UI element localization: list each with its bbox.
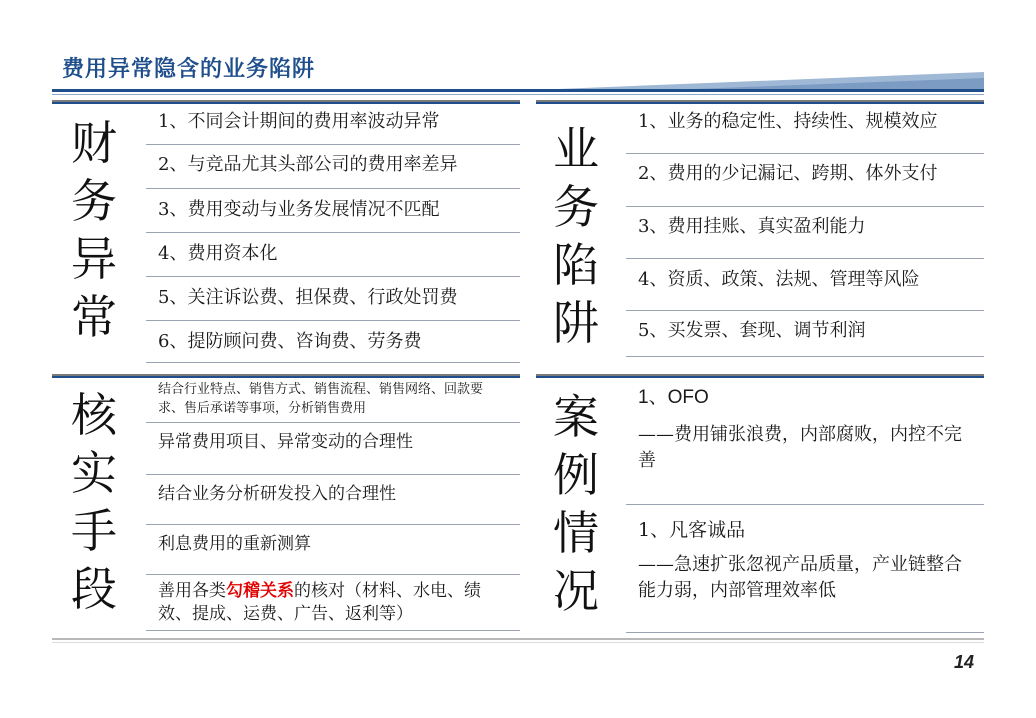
case-title: 1、凡客诚品 — [638, 519, 746, 541]
quadrant-financial-anomalies — [52, 100, 520, 362]
quadrant-label: 案 例 情 况 — [553, 390, 599, 618]
case-description: ——费用铺张浪费，内部腐败，内控不完善 — [638, 424, 962, 471]
row-divider — [146, 276, 520, 277]
list-item: 利息费用的重新测算 — [158, 534, 311, 554]
list-item: 2、与竞品尤其头部公司的费用率差异 — [158, 154, 458, 175]
list-item: 善用各类勾稽关系的核对（材料、水电、绩效、提成、运费、广告、返利等） — [158, 581, 481, 624]
list-item: 6、提防顾问费、咨询费、劳务费 — [158, 331, 422, 352]
row-divider — [146, 630, 520, 631]
item-list — [146, 374, 520, 632]
case-title: 1、OFO — [638, 387, 709, 408]
list-item: 3、费用变动与业务发展情况不匹配 — [158, 199, 440, 220]
list-item: 4、资质、政策、法规、管理等风险 — [638, 269, 920, 290]
list-item: 结合行业特点、销售方式、销售流程、销售网络、回款要求、售后承诺等事项，分析销售费用 — [158, 382, 484, 416]
page-title: 费用异常隐含的业务陷阱 — [62, 57, 316, 82]
list-item: 5、关注诉讼费、担保费、行政处罚费 — [158, 287, 458, 308]
quadrant-label: 财 务 异 常 — [71, 116, 117, 344]
title-banner — [52, 72, 984, 98]
quadrant-label: 核 实 手 段 — [71, 388, 117, 616]
row-divider — [146, 474, 520, 475]
row-divider — [146, 188, 520, 189]
row-divider — [626, 206, 984, 207]
list-item: 异常费用项目、异常变动的合理性 — [158, 432, 413, 452]
case-list — [626, 374, 984, 632]
list-item: 3、费用挂账、真实盈利能力 — [638, 216, 866, 237]
list-item: 4、费用资本化 — [158, 243, 278, 264]
item-list — [146, 100, 520, 362]
list-item: 5、买发票、套现、调节利润 — [638, 320, 866, 341]
row-divider — [626, 153, 984, 154]
list-item: 1、不同会计期间的费用率波动异常 — [158, 111, 440, 132]
row-divider — [626, 258, 984, 259]
row-divider — [146, 422, 520, 423]
row-divider — [146, 574, 520, 575]
footer-rule-shadow — [52, 642, 984, 643]
quadrant-case-studies — [536, 374, 984, 632]
row-divider — [626, 310, 984, 311]
row-divider — [146, 320, 520, 321]
quadrant-business-traps — [536, 100, 984, 362]
row-divider — [626, 632, 984, 633]
quadrant-verification-methods — [52, 374, 520, 632]
row-divider — [146, 144, 520, 145]
row-divider — [626, 504, 984, 505]
footer-rule — [52, 638, 984, 640]
row-divider — [146, 232, 520, 233]
item-list — [626, 100, 984, 362]
page-number: 14 — [953, 652, 974, 672]
list-item: 结合业务分析研发投入的合理性 — [158, 484, 396, 504]
row-divider — [146, 524, 520, 525]
list-item: 2、费用的少记漏记、跨期、体外支付 — [638, 163, 938, 184]
row-divider — [626, 356, 984, 357]
highlight-text: 勾稽关系 — [226, 581, 294, 601]
case-description: ——急速扩张忽视产品质量，产业链整合能力弱，内部管理效率低 — [638, 554, 962, 601]
list-item: 1、业务的稳定性、持续性、规模效应 — [638, 111, 938, 132]
quadrant-label: 业 务 陷 阱 — [553, 122, 599, 350]
row-divider — [146, 362, 520, 363]
